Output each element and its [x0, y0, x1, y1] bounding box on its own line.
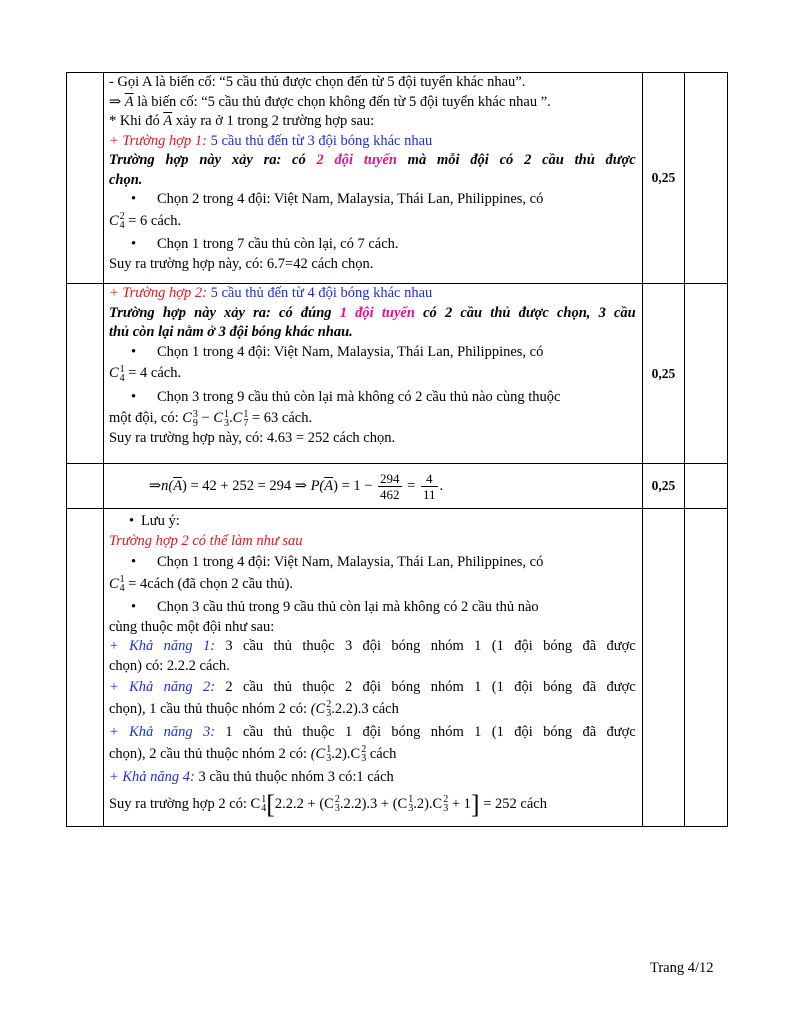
score-cell	[642, 509, 684, 827]
note-step-2-cont: cùng thuộc một đội như sau:	[108, 618, 275, 635]
index-cell	[67, 509, 104, 827]
case-2-step-1: • Chọn 1 trong 4 đội: Việt Nam, Malaysia, Thái Lan, Philippines, có	[130, 343, 544, 360]
score-cell: 0,25	[642, 284, 684, 464]
fraction-4-11: $\frac{4}{11}$	[422, 471, 436, 503]
case-2-step-2: • Chọn 3 trong 9 cầu thủ còn lại mà không có 2 cầu thủ nào cùng thuộc	[130, 388, 561, 405]
case-1-condition-cont: chọn.	[108, 171, 143, 188]
case-2-condition: Trường hợp này xảy ra: có đúng 1 đội tuyển có 2 cầu thủ được chọn, 3 cầu	[108, 304, 636, 321]
note-step-1-math: C 1 4 = 4cách (đã chọn 2 cầu thủ).	[108, 574, 294, 595]
table-row-probability	[67, 464, 728, 509]
score-cell: 0,25	[642, 464, 684, 509]
case-1-step-2: • Chọn 1 trong 7 cầu thủ còn lại, có 7 cách.	[130, 236, 399, 252]
cases-intro: * Khi đó $\overline{A}$ xảy ra ở 1 trong 2 trường hợp sau:	[108, 113, 375, 129]
case-1-heading: + Trường hợp 1: 5 cầu thủ đến từ 3 đội bóng khác nhau	[108, 132, 433, 149]
case-2-sum: Suy ra trường hợp này, có: 4.63 = 252 cách chọn.	[108, 429, 396, 446]
possibility-3-cont: chọn), 2 cầu thủ thuộc nhóm 2 có: (C 1 3 .2).C 2 3 cách	[108, 744, 397, 765]
complement-definition: ⇒ $\overline{A}$ là biến cố: “5 cầu thủ được chọn không đến từ 5 đội tuyển khác nhau ”.	[108, 93, 551, 110]
case-2-condition-cont: thủ còn lại nằm ở 3 đội bóng khác nhau.	[108, 324, 353, 340]
content-cell	[103, 509, 642, 827]
table-row-case-1	[67, 73, 728, 284]
case-2-step-1-math: C 1 4 = 4 cách.	[108, 363, 182, 384]
possibility-1-cont: chọn) có: 2.2.2 cách.	[108, 657, 230, 674]
page-number: Trang 4/12	[650, 960, 714, 976]
note-cell	[685, 284, 728, 464]
case-2-heading: + Trường hợp 2: 5 cầu thủ đến từ 4 đội bóng khác nhau	[108, 285, 433, 301]
possibility-3: + Khả năng 3: 1 cầu thủ thuộc 1 đội bóng nhóm 1 (1 đội bóng đã được	[108, 724, 636, 740]
possibility-2: + Khả năng 2: 2 cầu thủ thuộc 2 đội bóng nhóm 1 (1 đội bóng đã được	[108, 679, 636, 695]
case-1-step-1: • Chọn 2 trong 4 đội: Việt Nam, Malaysia, Thái Lan, Philippines, có	[130, 191, 544, 207]
probability-formula: $\Rightarrow n(\overline{A}) = 42 + 252 = 294$ ⇒ $P(\overline{A}) = 1$ − $\frac{294}{462}$ = $\frac{4}{11}$ .	[148, 471, 444, 503]
event-a-definition: - Gọi A là biến cố: “5 cầu thủ được chọn đến từ 5 đội tuyển khác nhau”.	[108, 74, 526, 90]
index-cell	[67, 73, 104, 284]
answer-table	[66, 72, 728, 827]
note-cell	[685, 73, 728, 284]
table-row-case-2	[67, 284, 728, 464]
note-step-1: • Chọn 1 trong 4 đội: Việt Nam, Malaysia, Thái Lan, Philippines, có	[130, 554, 544, 570]
note-title: Trường hợp 2 có thể làm như sau	[108, 532, 303, 549]
index-cell	[67, 464, 104, 509]
case-1-step-1-math: C 2 4 = 6 cách.	[108, 211, 182, 232]
case-1-condition: Trường hợp này xảy ra: có 2 đội tuyển mà mỗi đội có 2 cầu thủ được	[108, 152, 636, 168]
content-cell	[103, 73, 642, 284]
case-1-sum: Suy ra trường hợp này, có: 6.7=42 cách chọn.	[108, 255, 374, 272]
possibility-4: + Khả năng 4: 3 cầu thủ thuộc nhóm 3 có:1 cách	[108, 769, 394, 785]
possibility-1: + Khả năng 1: 3 cầu thủ thuộc 3 đội bóng nhóm 1 (1 đội bóng đã được	[108, 638, 636, 654]
case-2-step-2-math: một đội, có: C 3 9 − C 1 3 .C 1 7 = 63 cách.	[108, 408, 313, 429]
fraction-294-462: $\frac{294}{462}$	[380, 471, 400, 503]
possibility-2-cont: chọn), 1 cầu thủ thuộc nhóm 2 có: (C 2 3 .2.2).3 cách	[108, 699, 399, 720]
content-cell	[103, 464, 642, 509]
score-cell: 0,25	[642, 73, 684, 284]
note-label: • Lưu ý:	[128, 513, 180, 529]
note-step-2: • Chọn 3 cầu thủ trong 9 cầu thủ còn lại mà không có 2 cầu thủ nào	[130, 599, 539, 615]
note-cell	[685, 509, 728, 827]
note-cell	[685, 464, 728, 509]
table-row-note	[67, 509, 728, 827]
content-cell	[103, 284, 642, 464]
index-cell	[67, 284, 104, 464]
note-sum: Suy ra trường hợp 2 có: C 1 4 [2.2.2 + (C 2 3 .2.2).3 + (C 1 3 .2).C 2 3 + 1] = 252 cách	[108, 789, 547, 819]
